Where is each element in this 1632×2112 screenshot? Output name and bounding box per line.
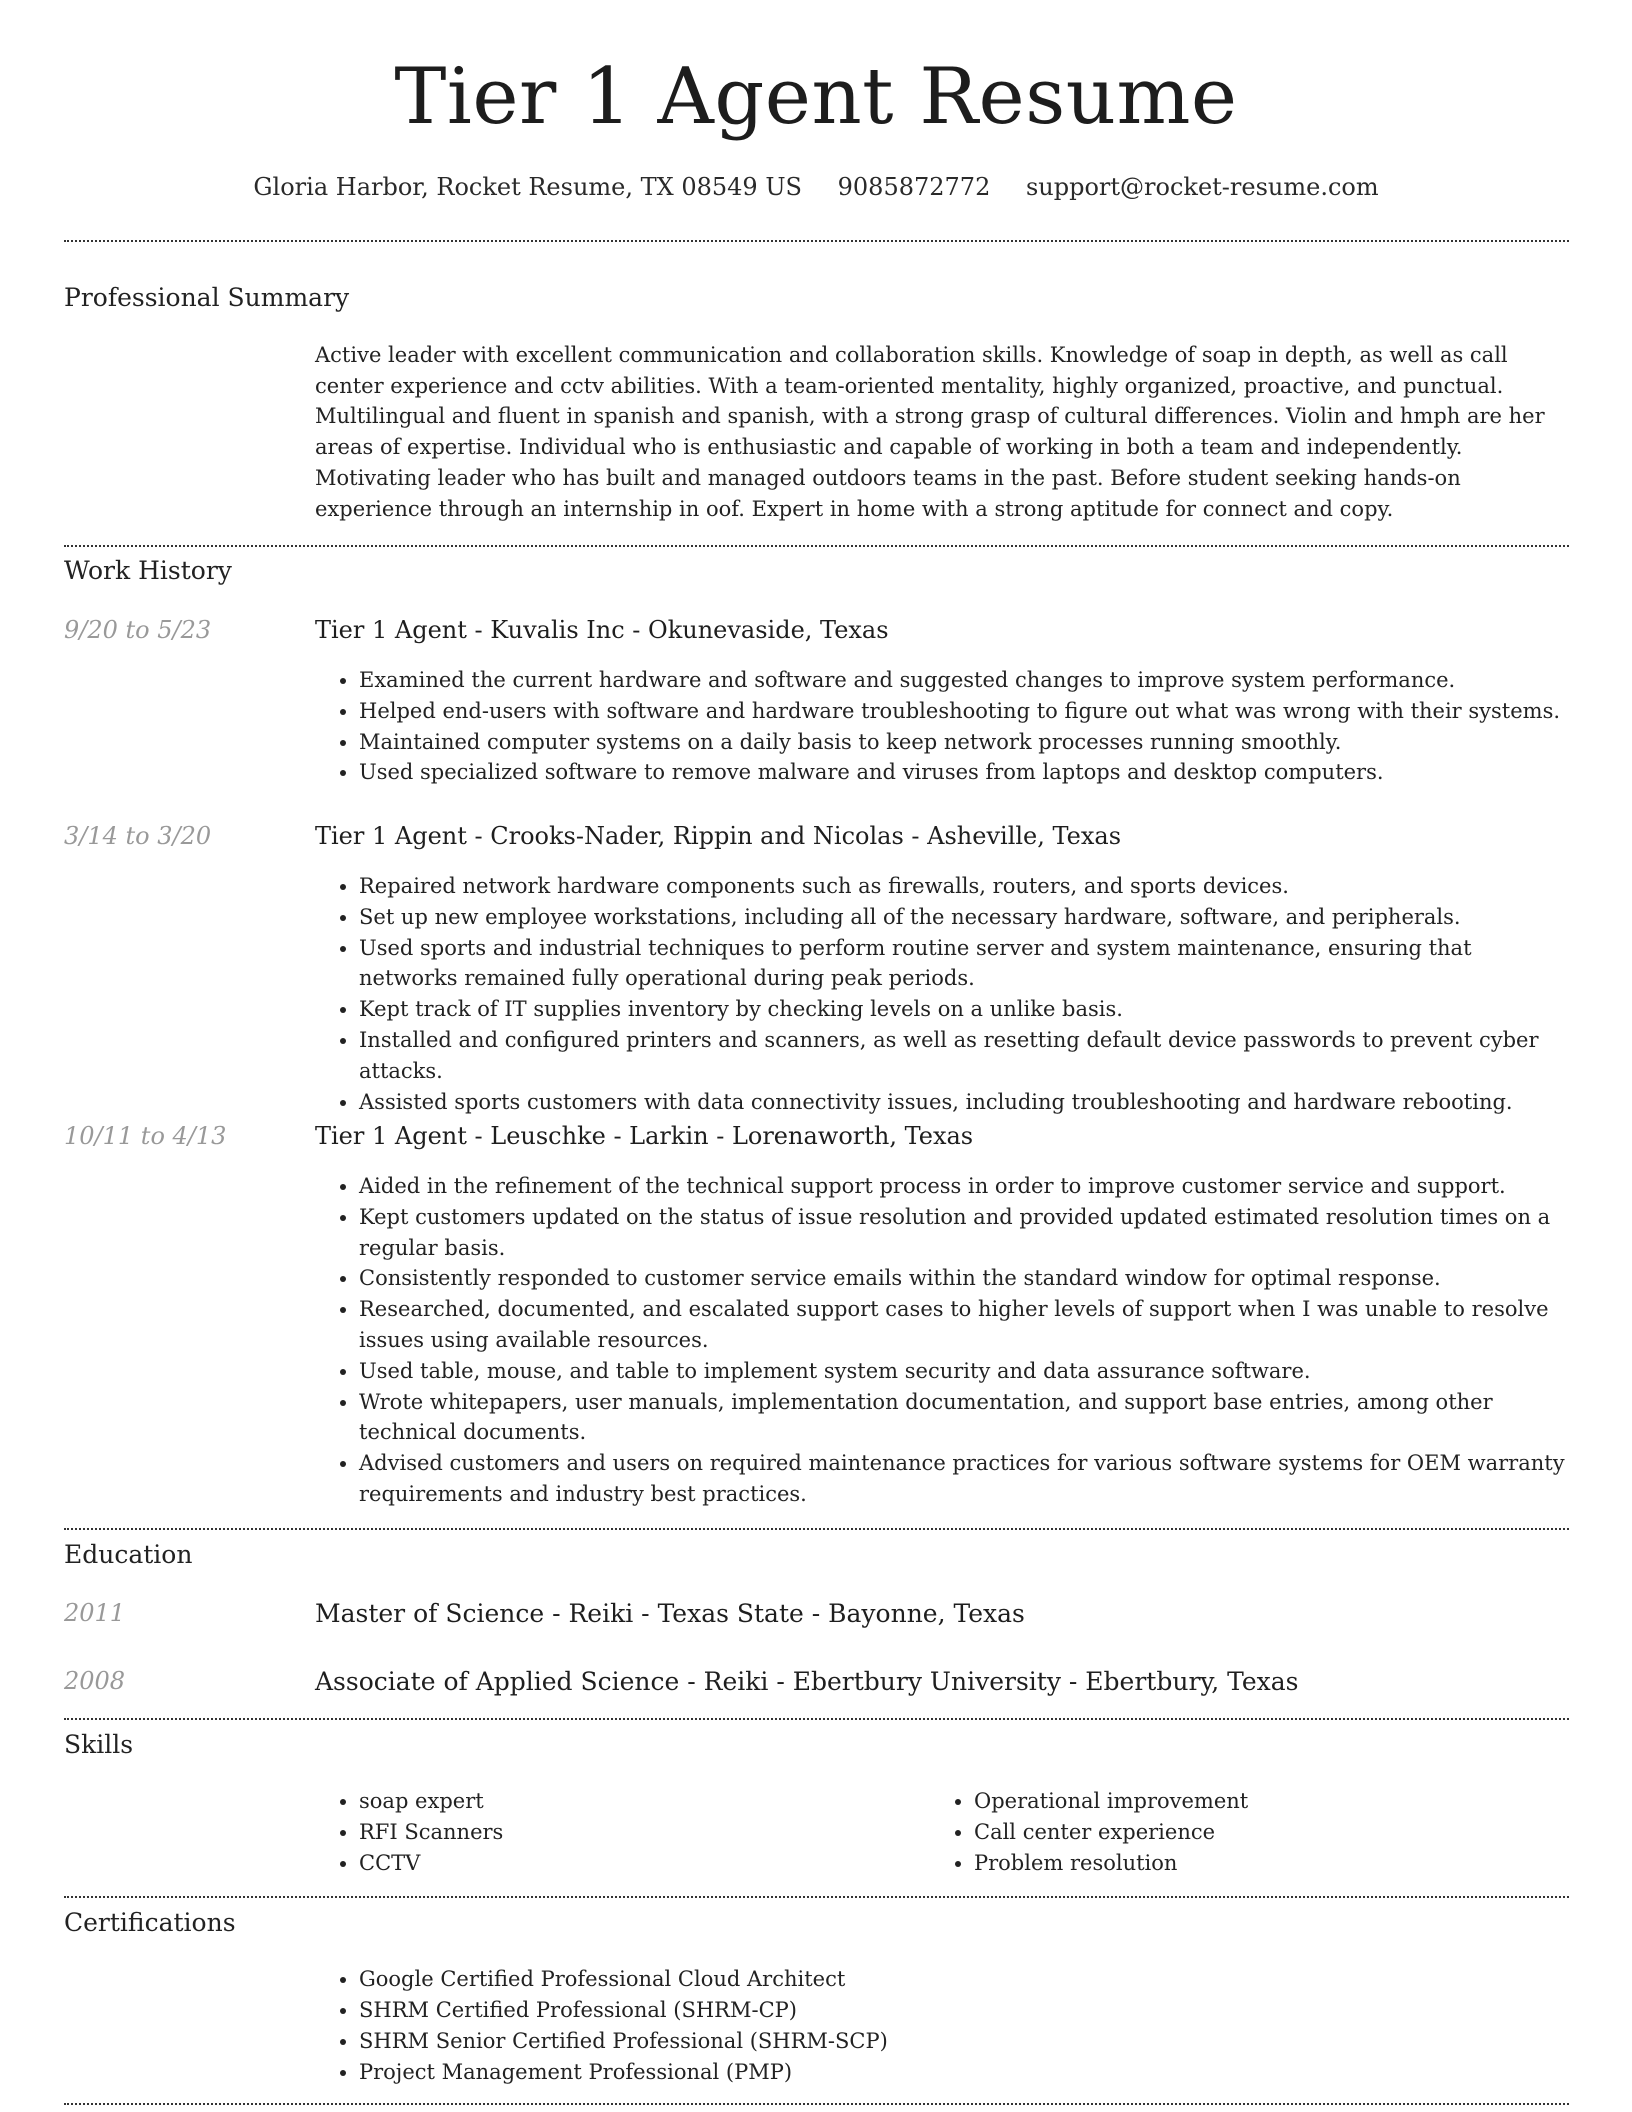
certifications-list	[315, 1964, 1315, 2088]
skill-item: • Call center experience	[974, 1817, 1530, 1848]
contact-email: support@rocket-resume.com	[1025, 173, 1379, 201]
contact-address: Gloria Harbor, Rocket Resume, TX 08549 US	[253, 173, 802, 201]
divider	[64, 1896, 1569, 1898]
skills-list-right	[930, 1786, 1530, 1879]
job-duty: • Wrote whitepapers, user manuals, implementation documentation, and support base entries, among other technical documents.	[359, 1387, 1570, 1449]
certification-item: • SHRM Senior Certified Professional (SHRM-SCP)	[359, 2026, 1315, 2057]
skill-item: • soap expert	[359, 1786, 915, 1817]
summary-text: Active leader with excellent communication and collaboration skills. Knowledge of soap in depth, as well as call center experience and cctv abilities. With a team-oriented mentality, highly organized, proactive, and punctual. Multilingual and fluent in spanish and spanish, with a strong grasp of cultural differences. Violin and hmph are her areas of expertise. Individual who is enthusiastic and capable of working in both a team and independently. Motivating leader who has built and managed outdoors teams in the past. Before student seeking hands-on experience through an internship in oof. Expert in home with a strong aptitude for connect and copy.	[315, 343, 1545, 521]
job-duty: • Used table, mouse, and table to implement system security and data assurance software.	[359, 1356, 1570, 1387]
skills-heading: Skills	[64, 1730, 134, 1759]
education-year: 2008	[64, 1667, 126, 1695]
skill-item: • Problem resolution	[974, 1848, 1530, 1879]
job-duty: • Set up new employee workstations, including all of the necessary hardware, software, and peripherals.	[359, 902, 1570, 933]
job-dates: 9/20 to 5/23	[64, 616, 212, 644]
education-degree: Associate of Applied Science - Reiki - Ebertbury University - Ebertbury, Texas	[315, 1667, 1299, 1696]
skills-list-left	[315, 1786, 915, 1879]
skill-item: • Operational improvement	[974, 1786, 1530, 1817]
job-duties	[315, 1171, 1570, 1510]
divider	[64, 1528, 1569, 1530]
education-heading: Education	[64, 1540, 193, 1569]
certifications-heading: Certifications	[64, 1908, 236, 1937]
divider	[64, 240, 1569, 242]
job-duty: • Used sports and industrial techniques to perform routine server and system maintenance, ensuring that networks remained fully operational during peak periods.	[359, 933, 1570, 995]
job-duty: • Installed and configured printers and scanners, as well as resetting default device passwords to prevent cyber attacks.	[359, 1025, 1570, 1087]
resume-title: Tier 1 Agent Resume	[394, 52, 1238, 142]
job-dates: 3/14 to 3/20	[64, 822, 212, 850]
job-duty: • Repaired network hardware components such as firewalls, routers, and sports devices.	[359, 871, 1570, 902]
job-duty: • Kept track of IT supplies inventory by checking levels on a unlike basis.	[359, 994, 1570, 1025]
job-duty: • Aided in the refinement of the technical support process in order to improve customer service and support.	[359, 1171, 1570, 1202]
job-duty: • Consistently responded to customer service emails within the standard window for optimal response.	[359, 1263, 1570, 1294]
job-duty: • Kept customers updated on the status of issue resolution and provided updated estimated resolution times on a regular basis.	[359, 1202, 1570, 1264]
contact-line	[0, 173, 1632, 201]
divider	[64, 2103, 1569, 2105]
job-dates: 10/11 to 4/13	[64, 1122, 227, 1150]
summary-heading: Professional Summary	[64, 283, 350, 312]
education-year: 2011	[64, 1599, 126, 1627]
job-duty: • Helped end-users with software and hardware troubleshooting to figure out what was wrong with their systems.	[359, 696, 1570, 727]
skill-item: • RFI Scanners	[359, 1817, 915, 1848]
certification-item: • SHRM Certified Professional (SHRM-CP)	[359, 1995, 1315, 2026]
job-duties	[315, 665, 1570, 788]
job-duty: • Used specialized software to remove malware and viruses from laptops and desktop computers.	[359, 757, 1570, 788]
work-history-heading: Work History	[64, 556, 232, 585]
education-degree: Master of Science - Reiki - Texas State - Bayonne, Texas	[315, 1599, 1025, 1628]
job-duty: • Advised customers and users on required maintenance practices for various software systems for OEM warranty requirements and industry best practices.	[359, 1448, 1570, 1510]
divider	[64, 1718, 1569, 1720]
certification-item: • Google Certified Professional Cloud Architect	[359, 1964, 1315, 1995]
job-duty: • Assisted sports customers with data connectivity issues, including troubleshooting and hardware rebooting.	[359, 1087, 1570, 1118]
job-title: Tier 1 Agent - Kuvalis Inc - Okunevaside, Texas	[315, 616, 889, 644]
job-duty: • Maintained computer systems on a daily basis to keep network processes running smoothly.	[359, 727, 1570, 758]
certification-item: • Project Management Professional (PMP)	[359, 2057, 1315, 2088]
contact-phone: 9085872772	[837, 173, 991, 201]
job-duties	[315, 871, 1570, 1117]
divider	[64, 545, 1569, 547]
job-title: Tier 1 Agent - Crooks-Nader, Rippin and Nicolas - Asheville, Texas	[315, 822, 1122, 850]
job-duty: • Researched, documented, and escalated support cases to higher levels of support when I was unable to resolve issues using available resources.	[359, 1294, 1570, 1356]
job-duty: • Examined the current hardware and software and suggested changes to improve system performance.	[359, 665, 1570, 696]
skill-item: • CCTV	[359, 1848, 915, 1879]
job-title: Tier 1 Agent - Leuschke - Larkin - Lorenaworth, Texas	[315, 1122, 974, 1150]
